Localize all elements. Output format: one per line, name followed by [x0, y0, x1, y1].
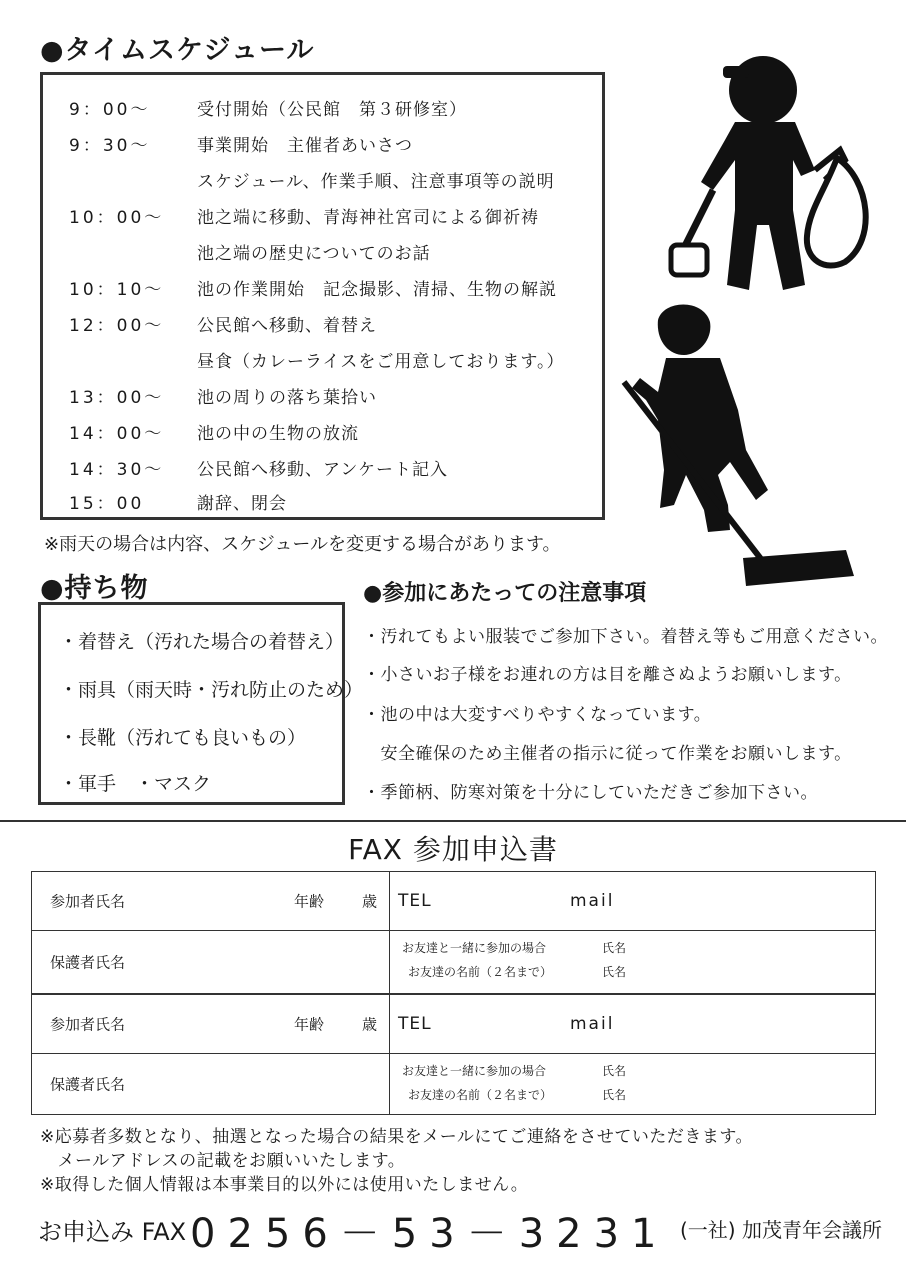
schedule-time: 12：00～ — [69, 316, 165, 336]
fax-label: お申込み FAX — [38, 1218, 187, 1246]
friend-name-label: 氏名 — [602, 965, 627, 979]
participant-name-field[interactable] — [32, 994, 390, 1054]
schedule-heading: ●タイムスケジュール — [40, 35, 315, 66]
belongings-box — [38, 602, 364, 805]
section-divider — [0, 820, 906, 822]
contact-field[interactable] — [390, 994, 876, 1054]
tel-label: TEL — [398, 891, 432, 911]
schedule-box — [40, 72, 605, 520]
friend-line1: お友達と一緒に参加の場合 — [402, 941, 547, 955]
friend-line2: お友達の名前（２名まで） — [408, 1088, 553, 1102]
form-title: FAX 参加申込書 — [348, 833, 558, 866]
contact-field[interactable] — [390, 872, 876, 931]
participant-row — [32, 994, 876, 1054]
guardian-row — [32, 1054, 876, 1115]
belongings-heading: ●持ち物 — [40, 573, 149, 604]
guardian-name-label: 保護者氏名 — [50, 953, 126, 972]
participant-name-field[interactable] — [32, 872, 390, 931]
schedule-text: 公民館へ移動、着替え — [197, 316, 377, 336]
notes-item: ・池の中は大変すべりやすくなっています。 — [363, 705, 712, 725]
guardian-row — [32, 931, 876, 995]
worker-with-bag-icon — [665, 40, 875, 300]
notes-heading: ●参加にあたっての注意事項 — [363, 581, 647, 606]
mail-label: mail — [570, 1014, 615, 1034]
notes-item: ・汚れてもよい服装でご参加下さい。着替え等もご用意ください。 — [363, 627, 888, 647]
guardian-name-field[interactable] — [32, 1054, 390, 1115]
schedule-time: 14：00～ — [69, 424, 165, 444]
schedule-time: 10：00～ — [69, 208, 165, 228]
schedule-time: 9：30～ — [69, 136, 151, 156]
age-label: 年齢 — [294, 892, 325, 911]
schedule-text: 池之端に移動、青海神社宮司による御祈祷 — [197, 208, 539, 228]
belongings-item: ・雨具（雨天時・汚れ防止のため） — [59, 679, 364, 701]
notes-item: ・季節柄、防寒対策を十分にしていただきご参加下さい。 — [363, 783, 818, 803]
belongings-item: ・長靴（汚れても良いもの） — [59, 727, 307, 749]
belongings-item: ・着替え（汚れた場合の着替え） — [59, 631, 345, 653]
notes-item: ・小さいお子様をお連れの方は目を離さぬようお願いします。 — [363, 665, 852, 685]
schedule-text: 池の中の生物の放流 — [197, 424, 359, 444]
application-form — [31, 871, 876, 1115]
schedule-time: 10：10～ — [69, 280, 165, 300]
schedule-text: 公民館へ移動、アンケート記入 — [197, 460, 448, 480]
worker-with-broom-icon — [618, 300, 858, 590]
guardian-name-label: 保護者氏名 — [50, 1075, 126, 1094]
schedule-text: 池の作業開始 記念撮影、清掃、生物の解説 — [197, 280, 557, 300]
friend-line2: お友達の名前（２名まで） — [408, 965, 553, 979]
friend-line1: お友達と一緒に参加の場合 — [402, 1064, 547, 1078]
schedule-text: 受付開始（公民館 第３研修室） — [197, 100, 467, 120]
schedule-time: 9：00～ — [69, 100, 151, 120]
sai-label: 歳 — [362, 1015, 378, 1034]
schedule-time: 13：00～ — [69, 388, 165, 408]
fax-number: 0256－53－3231 — [190, 1211, 669, 1257]
schedule-time: 14：30～ — [69, 460, 165, 480]
friend-field[interactable] — [390, 931, 876, 995]
footer-note: ※応募者多数となり、抽選となった場合の結果をメールにてご連絡をさせていただきます。 — [40, 1127, 754, 1147]
mail-label: mail — [570, 891, 615, 911]
guardian-name-field[interactable] — [32, 931, 390, 995]
schedule-text: 昼食（カレーライスをご用意しております。） — [197, 352, 565, 372]
footer-note: メールアドレスの記載をお願いいたします。 — [40, 1151, 406, 1171]
rain-note: ※雨天の場合は内容、スケジュールを変更する場合があります。 — [44, 534, 561, 555]
participant-name-label: 参加者氏名 — [50, 892, 126, 911]
schedule-text: 謝辞、閉会 — [197, 494, 287, 514]
schedule-time: 15：00 — [69, 494, 145, 514]
friend-name-label: 氏名 — [602, 1088, 627, 1102]
friend-name-label: 氏名 — [602, 1064, 627, 1078]
participant-row — [32, 872, 876, 931]
friend-name-label: 氏名 — [602, 941, 627, 955]
belongings-item: ・軍手 ・マスク — [59, 773, 212, 795]
schedule-text: 池の周りの落ち葉拾い — [197, 388, 377, 408]
schedule-text: 池之端の歴史についてのお話 — [197, 244, 431, 264]
sai-label: 歳 — [362, 892, 378, 911]
schedule-text: スケジュール、作業手順、注意事項等の説明 — [197, 172, 555, 192]
age-label: 年齢 — [294, 1015, 325, 1034]
organizer-name: (一社) 加茂青年会議所 — [680, 1218, 882, 1242]
friend-field[interactable] — [390, 1054, 876, 1115]
participant-name-label: 参加者氏名 — [50, 1015, 126, 1034]
notes-item: 安全確保のため主催者の指示に従って作業をお願いします。 — [363, 744, 852, 764]
tel-label: TEL — [398, 1014, 432, 1034]
footer-note: ※取得した個人情報は本事業目的以外には使用いたしません。 — [40, 1175, 529, 1195]
schedule-text: 事業開始 主催者あいさつ — [197, 136, 413, 156]
